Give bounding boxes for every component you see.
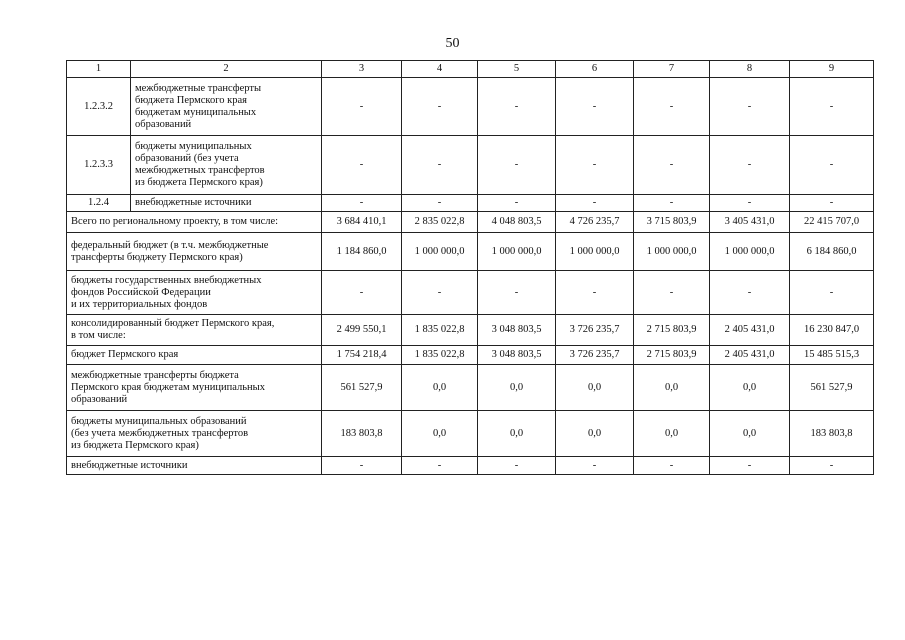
value-cell: 1 754 218,4 — [322, 346, 402, 365]
table-row — [67, 78, 874, 136]
row-name-line: бюджеты государственных внебюджетных — [71, 274, 262, 286]
value-cell: 0,0 — [710, 365, 790, 411]
row-code: 1.2.3.3 — [67, 136, 131, 195]
value-cell: 0,0 — [556, 411, 634, 457]
row-name — [67, 365, 322, 411]
row-name-line: из бюджета Пермского края) — [135, 177, 263, 188]
value-cell: 2 835 022,8 — [402, 212, 478, 233]
table-row — [67, 365, 874, 411]
value-cell: - — [710, 271, 790, 315]
row-name — [67, 457, 322, 475]
row-name-line: из бюджета Пермского края) — [71, 439, 199, 451]
row-name — [131, 195, 322, 212]
value-cell: 3 048 803,5 — [478, 315, 556, 346]
row-name-line: межбюджетные трансферты бюджета — [71, 369, 239, 381]
value-cell: - — [556, 78, 634, 136]
value-cell: 1 835 022,8 — [402, 315, 478, 346]
value-cell: - — [478, 136, 556, 195]
value-cell: 0,0 — [634, 411, 710, 457]
value-cell: 0,0 — [710, 411, 790, 457]
row-name-line: консолидированный бюджет Пермского края, — [71, 318, 275, 329]
row-name-line: образований — [71, 393, 128, 405]
value-cell: - — [402, 457, 478, 475]
value-cell: 0,0 — [556, 365, 634, 411]
column-number-row — [67, 61, 874, 78]
value-cell: 16 230 847,0 — [790, 315, 874, 346]
row-name-line: бюджета Пермского края — [135, 94, 247, 106]
row-name-line: межбюджетные трансферты — [135, 82, 261, 94]
value-cell: - — [556, 136, 634, 195]
value-cell: 2 499 550,1 — [322, 315, 402, 346]
row-name-line: трансферты бюджету Пермского края) — [71, 251, 243, 263]
value-cell: - — [556, 457, 634, 475]
row-name — [67, 233, 322, 271]
value-cell: - — [402, 78, 478, 136]
column-header: 5 — [478, 61, 556, 78]
row-name — [67, 346, 322, 365]
value-cell: 4 048 803,5 — [478, 212, 556, 233]
value-cell: 2 715 803,9 — [634, 346, 710, 365]
value-cell: 1 000 000,0 — [402, 233, 478, 271]
row-name-line: Пермского края бюджетам муниципальных — [71, 381, 265, 393]
value-cell: - — [634, 271, 710, 315]
value-cell: 0,0 — [402, 365, 478, 411]
value-cell: 0,0 — [478, 365, 556, 411]
row-name-line: внебюджетные источники — [135, 197, 252, 208]
column-header: 2 — [131, 61, 322, 78]
row-name-line: образований — [135, 118, 192, 130]
column-header: 8 — [710, 61, 790, 78]
value-cell: 6 184 860,0 — [790, 233, 874, 271]
table-row — [67, 271, 874, 315]
row-name-line: федеральный бюджет (в т.ч. межбюджетные — [71, 239, 269, 251]
value-cell: 3 405 431,0 — [710, 212, 790, 233]
value-cell: - — [322, 136, 402, 195]
value-cell: 2 405 431,0 — [710, 346, 790, 365]
table-row — [67, 457, 874, 475]
value-cell: - — [790, 136, 874, 195]
value-cell: - — [322, 457, 402, 475]
value-cell: - — [790, 457, 874, 475]
value-cell: 22 415 707,0 — [790, 212, 874, 233]
value-cell: 2 405 431,0 — [710, 315, 790, 346]
table-row — [67, 233, 874, 271]
value-cell: - — [402, 136, 478, 195]
value-cell: 2 715 803,9 — [634, 315, 710, 346]
value-cell: 0,0 — [634, 365, 710, 411]
row-name-line: межбюджетных трансфертов — [135, 165, 265, 176]
column-header: 6 — [556, 61, 634, 78]
value-cell: - — [556, 195, 634, 212]
table-row — [67, 411, 874, 457]
value-cell: 561 527,9 — [322, 365, 402, 411]
value-cell: - — [478, 457, 556, 475]
row-name-line: в том числе: — [71, 330, 126, 341]
value-cell: - — [790, 271, 874, 315]
value-cell: - — [478, 271, 556, 315]
value-cell: - — [634, 195, 710, 212]
row-code: 1.2.4 — [67, 195, 131, 212]
row-name-line: Всего по региональному проекту, в том числе: — [71, 216, 279, 227]
value-cell: - — [634, 457, 710, 475]
value-cell: 183 803,8 — [790, 411, 874, 457]
column-header: 9 — [790, 61, 874, 78]
value-cell: 1 184 860,0 — [322, 233, 402, 271]
value-cell: 3 726 235,7 — [556, 346, 634, 365]
table-row — [67, 195, 874, 212]
value-cell: - — [478, 78, 556, 136]
value-cell: 1 835 022,8 — [402, 346, 478, 365]
table-row — [67, 212, 874, 233]
column-header: 3 — [322, 61, 402, 78]
column-header: 1 — [67, 61, 131, 78]
row-name-line: бюджет Пермского края — [71, 349, 179, 360]
row-name — [67, 411, 322, 457]
value-cell: - — [322, 78, 402, 136]
value-cell: 1 000 000,0 — [634, 233, 710, 271]
value-cell: - — [710, 195, 790, 212]
value-cell: 1 000 000,0 — [478, 233, 556, 271]
column-header: 7 — [634, 61, 710, 78]
value-cell: 561 527,9 — [790, 365, 874, 411]
row-name — [67, 212, 322, 233]
row-code: 1.2.3.2 — [67, 78, 131, 136]
row-name-line: внебюджетные источники — [71, 459, 188, 471]
value-cell: - — [790, 78, 874, 136]
value-cell: - — [402, 271, 478, 315]
value-cell: - — [322, 271, 402, 315]
value-cell: 1 000 000,0 — [556, 233, 634, 271]
row-name-line: бюджеты муниципальных образований — [71, 415, 247, 427]
row-name — [131, 136, 322, 195]
row-name — [67, 271, 322, 315]
row-name-line: и их территориальных фондов — [71, 298, 208, 310]
value-cell: - — [710, 78, 790, 136]
value-cell: 4 726 235,7 — [556, 212, 634, 233]
table-row — [67, 136, 874, 195]
value-cell: 183 803,8 — [322, 411, 402, 457]
page-number: 50 — [445, 36, 460, 51]
value-cell: - — [556, 271, 634, 315]
value-cell: - — [322, 195, 402, 212]
table-row — [67, 346, 874, 365]
row-name — [67, 315, 322, 346]
value-cell: 3 726 235,7 — [556, 315, 634, 346]
value-cell: - — [634, 78, 710, 136]
column-header: 4 — [402, 61, 478, 78]
value-cell: 3 684 410,1 — [322, 212, 402, 233]
row-name-line: бюджетам муниципальных — [135, 106, 257, 118]
value-cell: 3 048 803,5 — [478, 346, 556, 365]
row-name-line: (без учета межбюджетных трансфертов — [71, 427, 249, 439]
row-name-line: образований (без учета — [135, 153, 239, 164]
value-cell: - — [402, 195, 478, 212]
value-cell: 0,0 — [402, 411, 478, 457]
value-cell: - — [710, 457, 790, 475]
value-cell: 3 715 803,9 — [634, 212, 710, 233]
row-name — [131, 78, 322, 136]
value-cell: - — [790, 195, 874, 212]
budget-table — [66, 60, 874, 475]
value-cell: 1 000 000,0 — [710, 233, 790, 271]
row-name-line: фондов Российской Федерации — [71, 286, 211, 298]
value-cell: - — [478, 195, 556, 212]
value-cell: 15 485 515,3 — [790, 346, 874, 365]
value-cell: - — [634, 136, 710, 195]
table-row — [67, 315, 874, 346]
value-cell: 0,0 — [478, 411, 556, 457]
row-name-line: бюджеты муниципальных — [135, 141, 252, 152]
value-cell: - — [710, 136, 790, 195]
